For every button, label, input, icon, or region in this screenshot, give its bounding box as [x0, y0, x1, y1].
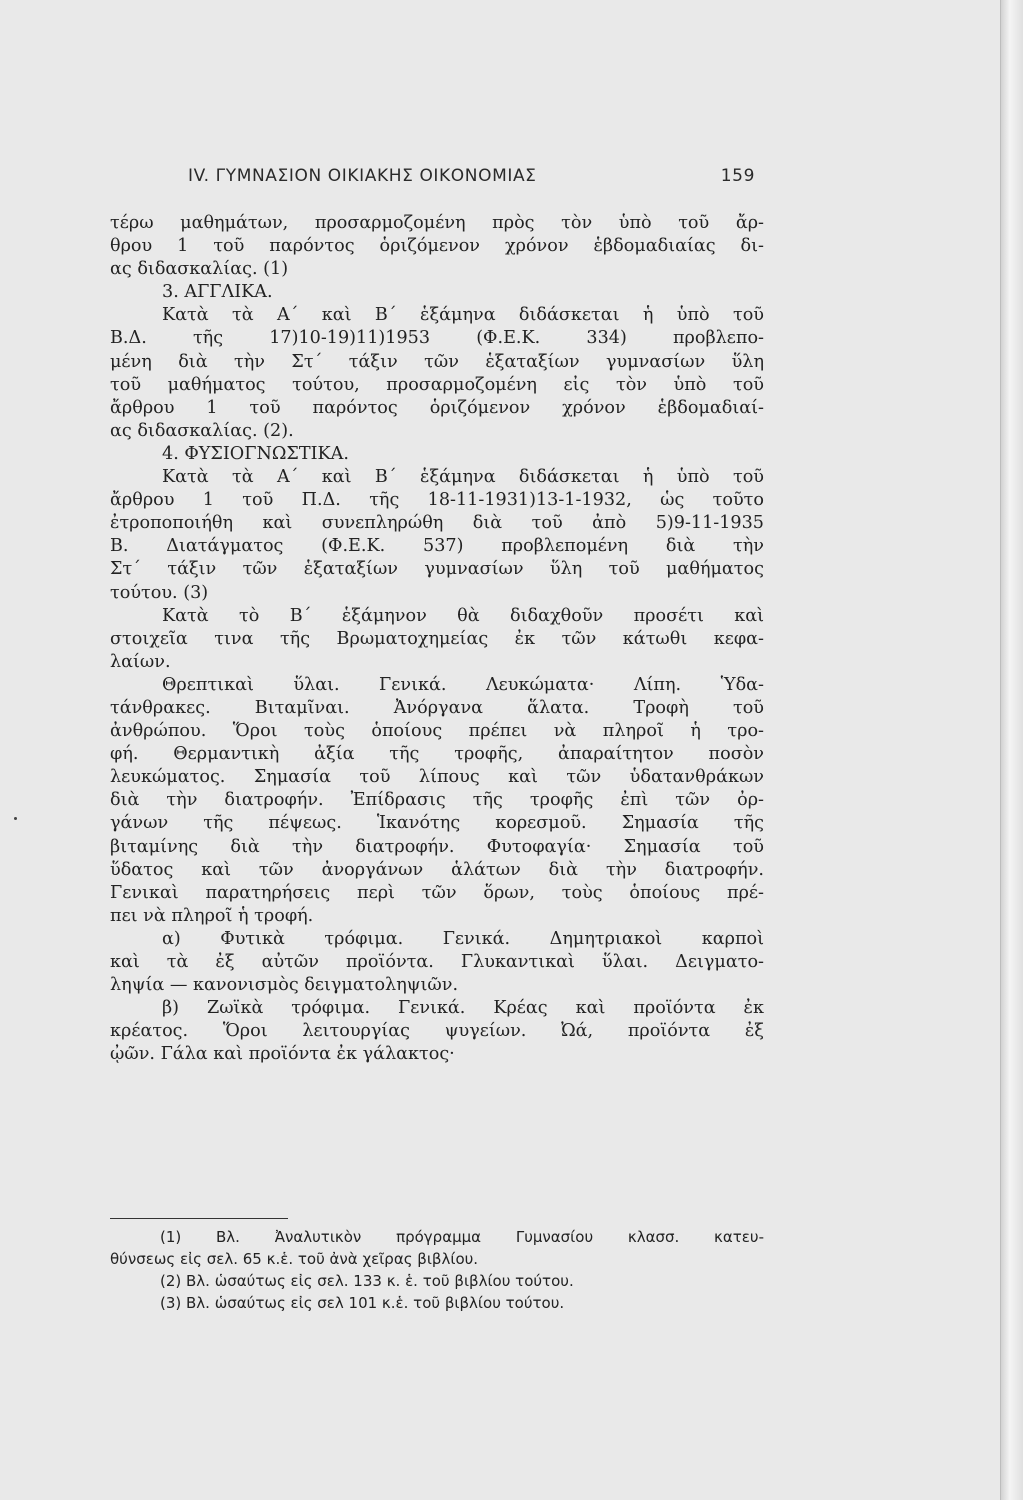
text-line: Κατὰ τὰ Α΄ καὶ Β΄ ἑξάμηνα διδάσκεται ἡ ὑπὸ τοῦ	[162, 305, 764, 326]
text-line: β) Ζωϊκὰ τρόφιμα. Γενικά. Κρέας καὶ προϊόντα ἐκ	[162, 998, 764, 1019]
text-line: α) Φυτικὰ τρόφιμα. Γενικά. Δημητριακοὶ καρποὶ	[162, 928, 764, 949]
text-line: διὰ τὴν διατροφήν. Ἐπίδρασις τῆς τροφῆς ἐπὶ τῶν ὀρ-	[110, 790, 764, 811]
footnote-divider	[110, 1218, 288, 1219]
section-heading: 4. ΦΥΣΙΟΓΝΩΣΤΙΚΑ.	[162, 443, 349, 464]
text-line: Θρεπτικαὶ ὕλαι. Γενικά. Λευκώματα· Λίπη. Ὑδα-	[162, 674, 764, 695]
page-number: 159	[720, 166, 755, 186]
text-line: ἄρθρου 1 τοῦ παρόντος ὁριζόμενον χρόνον ἑβδομαδιαί-	[110, 397, 764, 418]
footnotes	[110, 1226, 764, 1314]
text-line: γάνων τῆς πέψεως. Ἱκανότης κορεσμοῦ. Σημασία τῆς	[110, 813, 764, 834]
page-edge	[1000, 0, 1023, 1500]
text-line: Β.Δ. τῆς 17)10-19)11)1953 (Φ.Ε.Κ. 334) προβλεπο-	[110, 328, 764, 349]
footnote-line: (2) Βλ. ὡσαύτως εἰς σελ. 133 κ. ἑ. τοῦ βιβλίου τούτου.	[160, 1272, 574, 1290]
footnote-line: (1) Βλ. Ἀναλυτικὸν πρόγραμμα Γυμνασίου κλασσ. κατευ-	[160, 1228, 764, 1246]
text-line: λευκώματος. Σημασία τοῦ λίπους καὶ τῶν ὑδατανθράκων	[110, 767, 764, 788]
text-line: ὕδατος καὶ τῶν ἀνοργάνων ἁλάτων διὰ τὴν διατροφήν.	[110, 859, 764, 880]
text-line: Γενικαὶ παρατηρήσεις περὶ τῶν ὅρων, τοὺς ὁποίους πρέ-	[110, 882, 764, 903]
body-text	[110, 212, 764, 1066]
text-line: ας διδασκαλίας. (1)	[110, 259, 289, 280]
margin-speck	[14, 817, 17, 820]
text-line: ληψία — κανονισμὸς δειγματοληψιῶν.	[110, 975, 459, 996]
text-line: Β. Διατάγματος (Φ.Ε.Κ. 537) προβλεπομένη διὰ τὴν	[110, 536, 764, 557]
section-heading: 3. ΑΓΓΛΙΚΑ.	[162, 282, 273, 303]
text-line: ας διδασκαλίας. (2).	[110, 420, 294, 441]
text-line: τάνθρακες. Βιταμῖναι. Ἀνόργανα ἅλατα. Τροφὴ τοῦ	[110, 697, 764, 718]
text-line: λαίων.	[110, 651, 171, 672]
text-line: ἐτροποποιήθη καὶ συνεπληρώθη διὰ τοῦ ἀπὸ 5)9-11-1935	[110, 513, 764, 534]
text-line: τοῦ μαθήματος τούτου, προσαρμοζομένη εἰς τὸν ὑπὸ τοῦ	[110, 374, 764, 395]
text-line: θρου 1 τοῦ παρόντος ὁριζόμενον χρόνον ἑβδομαδιαίας δι-	[110, 236, 764, 257]
text-line: τέρω μαθημάτων, προσαρμοζομένη πρὸς τὸν ὑπὸ τοῦ ἄρ-	[110, 213, 764, 233]
footnote-line: (3) Βλ. ὡσαύτως εἰς σελ 101 κ.ἑ. τοῦ βιβλίου τούτου.	[160, 1294, 565, 1312]
text-line: βιταμίνης διὰ τὴν διατροφήν. Φυτοφαγία· Σημασία τοῦ	[110, 836, 764, 857]
text-line: μένη διὰ τὴν Στ΄ τάξιν τῶν ἑξαταξίων γυμνασίων ὕλη	[110, 351, 764, 372]
text-line: τούτου. (3)	[110, 582, 209, 603]
text-line: ᾠῶν. Γάλα καὶ προϊόντα ἐκ γάλακτος·	[110, 1044, 455, 1065]
running-title: IV. ΓΥΜΝΑΣΙΟΝ ΟΙΚΙΑΚΗΣ ΟΙΚΟΝΟΜΙΑΣ	[188, 166, 537, 186]
text-line: καὶ τὰ ἐξ αὐτῶν προϊόντα. Γλυκαντικαὶ ὕλαι. Δειγματο-	[110, 952, 764, 972]
footnote-line: θύνσεως εἰς σελ. 65 κ.ἑ. τοῦ ἀνὰ χεῖρας βιβλίου.	[110, 1250, 479, 1268]
text-line: ἀνθρώπου. Ὅροι τοὺς ὁποίους πρέπει νὰ πληροῖ ἡ τρο-	[110, 721, 764, 742]
text-line: Κατὰ τὰ Α΄ καὶ Β΄ ἑξάμηνα διδάσκεται ἡ ὑπὸ τοῦ	[162, 467, 764, 488]
text-line: κρέατος. Ὅροι λειτουργίας ψυγείων. Ὠά, προϊόντα ἐξ	[110, 1021, 764, 1042]
text-line: φή. Θερμαντικὴ ἀξία τῆς τροφῆς, ἀπαραίτητον ποσὸν	[110, 744, 764, 765]
text-line: πει νὰ πληροῖ ἡ τροφή.	[110, 905, 314, 926]
text-line: ἄρθρου 1 τοῦ Π.Δ. τῆς 18-11-1931)13-1-1932, ὡς τοῦτο	[110, 490, 764, 511]
text-line: στοιχεῖα τινα τῆς Βρωματοχημείας ἐκ τῶν κάτωθι κεφα-	[110, 628, 764, 649]
text-line: Κατὰ τὸ Β΄ ἑξάμηνον θὰ διδαχθοῦν προσέτι καὶ	[162, 605, 764, 626]
text-line: Στ΄ τάξιν τῶν ἑξαταξίων γυμνασίων ὕλη τοῦ μαθήματος	[110, 559, 764, 580]
